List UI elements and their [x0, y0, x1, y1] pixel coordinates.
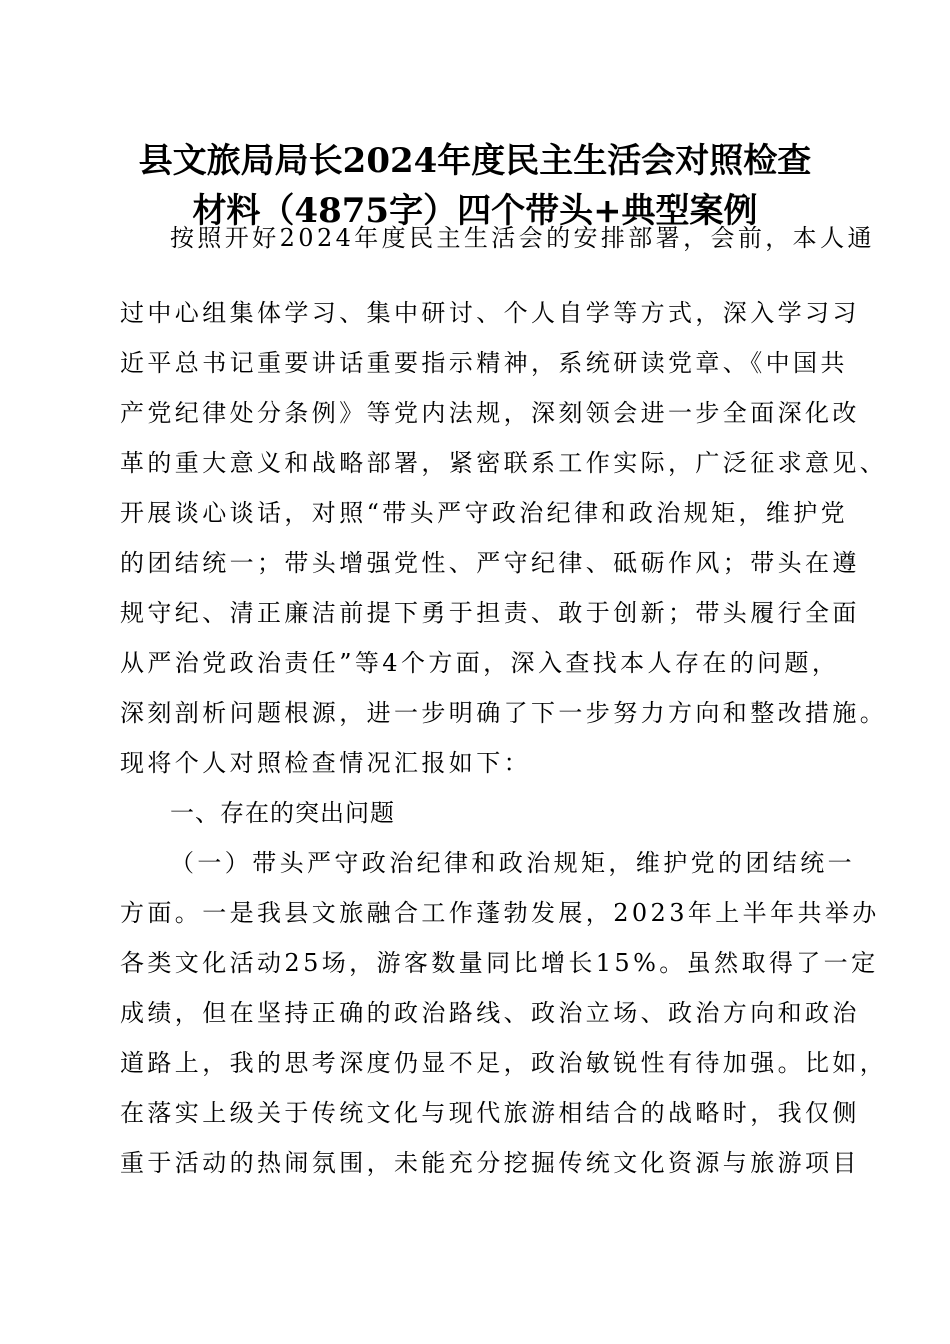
- paragraph-1-line: 近平总书记重要讲话重要指示精神，系统研读党章、《中国共: [120, 349, 848, 377]
- paragraph-1-line: 现将个人对照检查情况汇报如下：: [120, 749, 531, 777]
- paragraph-2-line: （一）带头严守政治纪律和政治规矩，维护党的团结统一: [170, 849, 855, 877]
- paragraph-1-line: 产党纪律处分条例》等党内法规，深刻领会进一步全面深化改: [120, 399, 860, 427]
- section-heading: 一、存在的突出问题: [170, 799, 395, 827]
- paragraph-1-line: 过中心组集体学习、集中研讨、个人自学等方式，深入学习习: [120, 299, 860, 327]
- paragraph-1-line: 革的重大意义和战略部署，紧密联系工作实际，广泛征求意见、: [120, 449, 888, 477]
- document-title-line-1: 县文旅局局长2024年度民主生活会对照检查: [138, 141, 812, 181]
- paragraph-2-line: 各类文化活动25场，游客数量同比增长15%。虽然取得了一定: [120, 949, 879, 977]
- paragraph-1-line: 按照开好2024年度民主生活会的安排部署，会前，本人通: [170, 224, 875, 252]
- paragraph-2-line: 重于活动的热闹氛围，未能充分挖掘传统文化资源与旅游项目: [120, 1149, 860, 1177]
- paragraph-2-line: 道路上，我的思考深度仍显不足，政治敏锐性有待加强。比如，: [120, 1049, 888, 1077]
- paragraph-1-line: 开展谈心谈话，对照“带头严守政治纪律和政治规矩，维护党: [120, 499, 849, 527]
- document-title-line-2: 材料（4875字）四个带头+典型案例: [192, 191, 758, 231]
- paragraph-1-line: 从严治党政治责任”等4个方面，深入查找本人存在的问题，: [120, 649, 840, 677]
- paragraph-2-line: 在落实上级关于传统文化与现代旅游相结合的战略时，我仅侧: [120, 1099, 860, 1127]
- paragraph-2-line: 方面。一是我县文旅融合工作蓬勃发展，2023年上半年共举办: [120, 899, 880, 927]
- paragraph-1-line: 深刻剖析问题根源，进一步明确了下一步努力方向和整改措施。: [120, 699, 888, 727]
- paragraph-2-line: 成绩，但在坚持正确的政治路线、政治立场、政治方向和政治: [120, 999, 860, 1027]
- paragraph-1-line: 的团结统一；带头增强党性、严守纪律、砥砺作风；带头在遵: [120, 549, 860, 577]
- paragraph-1-line: 规守纪、清正廉洁前提下勇于担责、敢于创新；带头履行全面: [120, 599, 860, 627]
